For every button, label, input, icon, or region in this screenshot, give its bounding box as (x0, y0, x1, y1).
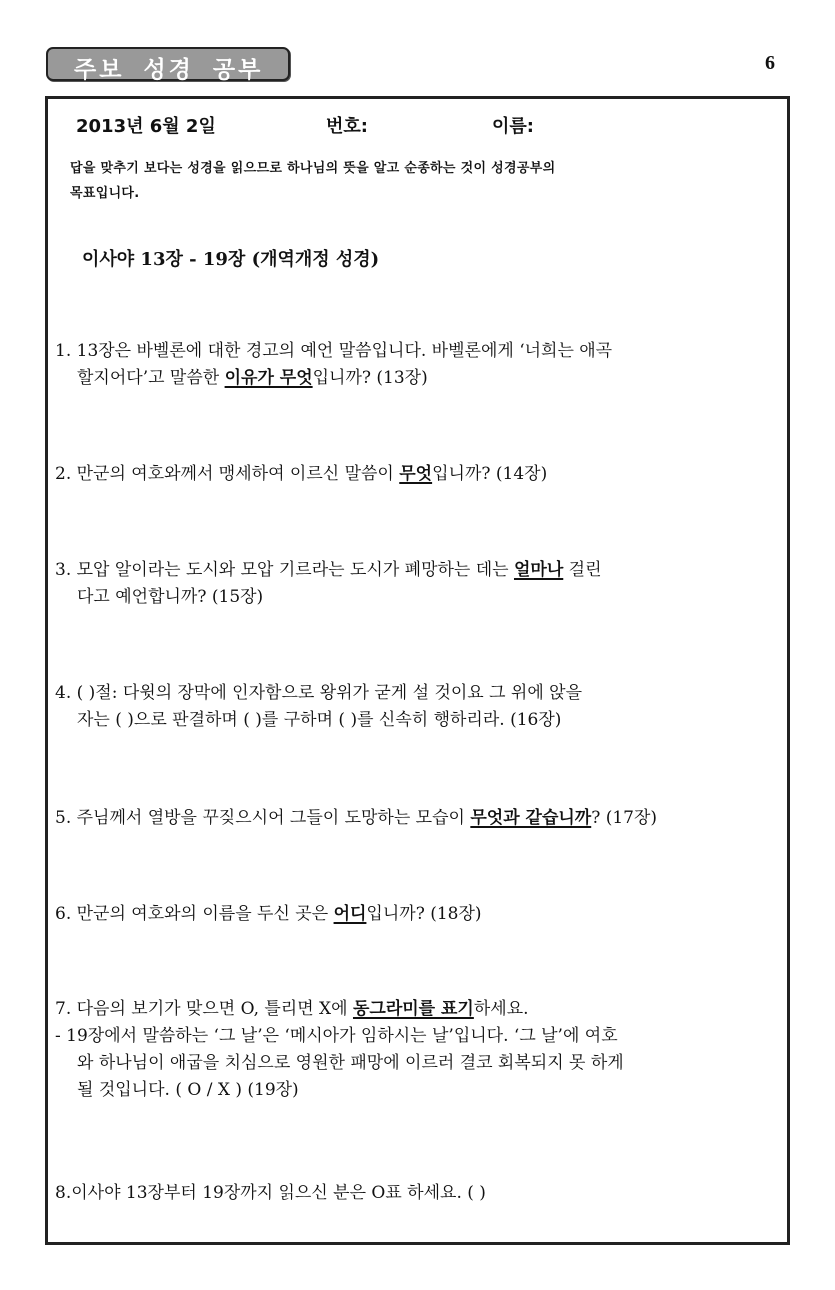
question-7-emphasis: 동그라미를 표기 (352, 999, 474, 1019)
question-2-suffix: 입니까? (14장) (432, 464, 548, 484)
question-7-text: 7. 다음의 보기가 맞으면 O, 틀리면 X에 (55, 999, 353, 1019)
question-1-text: 1. 13장은 바벨론에 대한 경고의 예언 말씀입니다. 바벨론에게 ‘너희는 애곡 (55, 341, 613, 361)
header-title: 주보 성경 공부 (74, 57, 264, 83)
name-label: 이름: (492, 116, 534, 137)
page-number: 6 (765, 52, 775, 74)
question-6-emphasis: 어디 (333, 904, 367, 924)
intro-line-2: 목표입니다. (70, 186, 140, 201)
question-6 (55, 901, 780, 928)
question-3-line2: 다고 예언합니까? (15장) (77, 587, 264, 607)
question-7-suffix: 하세요. (473, 999, 529, 1019)
question-4-text: 4. ( )절: 다윗의 장막에 인자함으로 왕위가 굳게 설 것이요 그 위에 앉을 (55, 683, 583, 703)
date-label: 2013년 6월 2일 (76, 116, 216, 137)
question-1 (55, 338, 780, 392)
question-7 (55, 996, 780, 1104)
question-5-text: 5. 주님께서 열방을 꾸짖으시어 그들이 도망하는 모습이 (55, 808, 471, 828)
intro-text (70, 156, 750, 206)
question-3-emphasis: 얼마나 (513, 560, 564, 580)
question-1-line2: 할지어다’고 말씀한 (77, 368, 225, 388)
section-title: 이사야 13장 - 19장 (개역개정 성경) (82, 249, 380, 270)
question-2 (55, 461, 780, 488)
header-title-tab (46, 47, 290, 81)
question-5-emphasis: 무엇과 같습니까 (470, 808, 592, 828)
question-1-suffix: 입니까? (13장) (312, 368, 428, 388)
question-7-statement-line3: 될 것입니다. ( O / X ) (19장) (77, 1080, 299, 1100)
number-label: 번호: (326, 116, 368, 137)
question-7-statement-line2: 와 하나님이 애굽을 치심으로 영원한 패망에 이르러 결코 회복되지 못 하게 (77, 1053, 624, 1073)
question-5 (55, 805, 780, 832)
question-3-suffix: 걸린 (563, 560, 602, 580)
intro-line-1: 답을 맞추기 보다는 성경을 읽으므로 하나님의 뜻을 알고 순종하는 것이 성경공부의 (70, 161, 556, 176)
question-8 (55, 1180, 780, 1207)
question-1-emphasis: 이유가 무엇 (224, 368, 313, 388)
question-3 (55, 557, 780, 611)
question-7-statement-line1: - 19장에서 말씀하는 ‘그 날’은 ‘메시아가 임하시는 날’입니다. ‘그 날’에 여호 (55, 1026, 618, 1046)
question-4-line2: 자는 ( )으로 판결하며 ( )를 구하며 ( )를 신속히 행하리라. (16장) (77, 710, 562, 730)
question-8-text: 8.이사야 13장부터 19장까지 읽으신 분은 O표 하세요. ( ) (55, 1183, 486, 1203)
question-6-suffix: 입니까? (18장) (366, 904, 482, 924)
question-2-emphasis: 무엇 (399, 464, 433, 484)
question-6-text: 6. 만군의 여호와의 이름을 두신 곳은 (55, 904, 334, 924)
question-3-text: 3. 모압 알이라는 도시와 모압 기르라는 도시가 폐망하는 데는 (55, 560, 514, 580)
question-4 (55, 680, 780, 734)
question-2-text: 2. 만군의 여호와께서 맹세하여 이르신 말씀이 (55, 464, 400, 484)
question-5-suffix: ? (17장) (591, 808, 658, 828)
